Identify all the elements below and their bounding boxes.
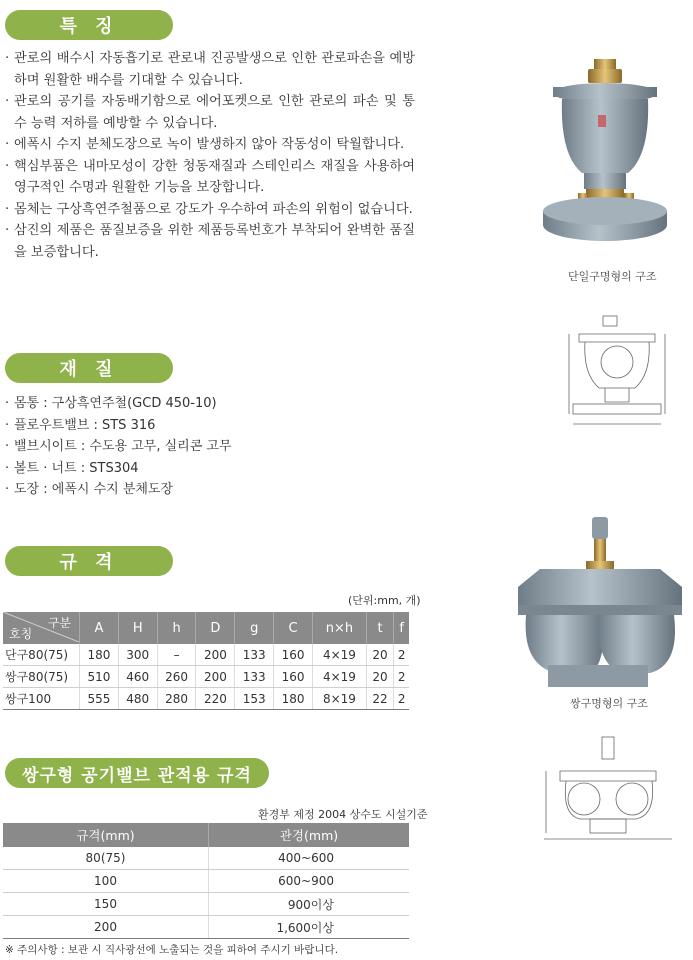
column-header: D	[196, 612, 235, 644]
table-cell: 900이상	[209, 893, 410, 916]
single-valve-caption: 단일구명형의 구조	[568, 270, 657, 283]
list-item: · 밸브시이트 : 수도용 고무, 실리콘 고무	[5, 436, 232, 458]
spec-title: 규 격	[5, 546, 173, 576]
note: ※ 주의사항 : 보관 시 직사광선에 노출되는 것을 피하여 주시기 바랍니다.	[5, 944, 339, 956]
table-cell: 2	[394, 644, 409, 666]
standard-label: 환경부 제정 2004 상수도 시설기준	[258, 808, 428, 821]
table-cell: 20	[366, 644, 393, 666]
list-item: · 관로의 공기를 자동배기함으로 에어포켓으로 인한 관로의 파손 및 통수 능력 저하를 예방할 수 있습니다.	[5, 91, 415, 134]
single-valve-drawing	[565, 312, 670, 434]
table-cell: 133	[235, 644, 274, 666]
table-cell: 133	[235, 666, 274, 688]
table-cell: 4×19	[312, 666, 366, 688]
table-cell: 300	[118, 644, 157, 666]
table-cell: 단구80(75)	[3, 644, 80, 666]
corner-bottom-label: 호칭	[9, 627, 33, 641]
column-header: C	[274, 612, 313, 644]
table-cell: 200	[196, 666, 235, 688]
table-cell: 200	[196, 644, 235, 666]
column-header: f	[394, 612, 409, 644]
table-row	[3, 870, 409, 893]
table-cell: 2	[394, 666, 409, 688]
table-cell: 100	[3, 870, 209, 893]
table-cell: 200	[3, 916, 209, 939]
table-cell: 160	[274, 666, 313, 688]
table-cell: 쌍구80(75)	[3, 666, 80, 688]
unit-label: (단위:mm, 개)	[348, 594, 421, 607]
table-header-row	[3, 612, 409, 644]
column-header: 관경(mm)	[209, 823, 410, 847]
column-header: H	[118, 612, 157, 644]
column-header: t	[366, 612, 393, 644]
features-list	[5, 48, 415, 263]
table-row	[3, 688, 409, 710]
materials-title: 재 질	[5, 353, 173, 383]
table-header-row	[3, 823, 409, 847]
table-row	[3, 666, 409, 688]
double-valve-photo	[510, 515, 690, 690]
table-cell: 20	[366, 666, 393, 688]
table-cell: 555	[80, 688, 119, 710]
corner-top-label: 구분	[47, 616, 71, 630]
table-cell: 2	[394, 688, 409, 710]
list-item: · 에폭시 수지 분체도장으로 녹이 발생하지 않아 작동성이 탁월합니다.	[5, 134, 415, 156]
spec-table	[3, 612, 409, 710]
table-cell: 260	[157, 666, 196, 688]
table-row	[3, 893, 409, 916]
table-cell: 480	[118, 688, 157, 710]
table-cell: –	[157, 644, 196, 666]
list-item: · 플로우트밸브 : STS 316	[5, 415, 232, 437]
table-cell: 280	[157, 688, 196, 710]
table-cell: 150	[3, 893, 209, 916]
table-cell: 600~900	[209, 870, 410, 893]
table-cell: 4×19	[312, 644, 366, 666]
list-item: · 몸통 : 구상흑연주철(GCD 450-10)	[5, 393, 232, 415]
double-valve-caption: 쌍구명형의 구조	[570, 697, 648, 710]
table-cell: 8×19	[312, 688, 366, 710]
table-cell: 22	[366, 688, 393, 710]
table-cell: 180	[274, 688, 313, 710]
table-cell: 153	[235, 688, 274, 710]
materials-list	[5, 393, 232, 501]
list-item: · 볼트 · 너트 : STS304	[5, 458, 232, 480]
table-cell: 510	[80, 666, 119, 688]
features-title: 특 징	[5, 10, 173, 40]
table-row	[3, 847, 409, 870]
pipe-table	[3, 823, 409, 939]
pipe-title: 쌍구형 공기밸브 관적용 규격	[5, 758, 269, 788]
column-header: A	[80, 612, 119, 644]
table-cell: 쌍구100	[3, 688, 80, 710]
table-cell: 220	[196, 688, 235, 710]
table-cell: 180	[80, 644, 119, 666]
column-header: n×h	[312, 612, 366, 644]
column-header: h	[157, 612, 196, 644]
single-valve-photo	[540, 55, 670, 265]
corner-header	[3, 612, 80, 644]
table-cell: 160	[274, 644, 313, 666]
table-cell: 400~600	[209, 847, 410, 870]
table-row	[3, 916, 409, 939]
column-header: g	[235, 612, 274, 644]
list-item: · 관로의 배수시 자동흡기로 관로내 진공발생으로 인한 관로파손을 예방하며 원활한 배수를 기대할 수 있습니다.	[5, 48, 415, 91]
table-cell: 1,600이상	[209, 916, 410, 939]
double-valve-drawing	[540, 735, 680, 845]
list-item: · 도장 : 에폭시 수지 분체도장	[5, 479, 232, 501]
list-item: · 삼진의 제품은 품질보증을 위한 제품등록번호가 부착되어 완벽한 품질을 보증합니다.	[5, 220, 415, 263]
list-item: · 몸체는 구상흑연주철품으로 강도가 우수하여 파손의 위험이 없습니다.	[5, 199, 415, 221]
column-header: 규격(mm)	[3, 823, 209, 847]
table-row	[3, 644, 409, 666]
table-cell: 460	[118, 666, 157, 688]
table-cell: 80(75)	[3, 847, 209, 870]
list-item: · 핵심부품은 내마모성이 강한 청동재질과 스테인리스 재질을 사용하여 영구적인 수명과 원활한 기능을 보장합니다.	[5, 156, 415, 199]
